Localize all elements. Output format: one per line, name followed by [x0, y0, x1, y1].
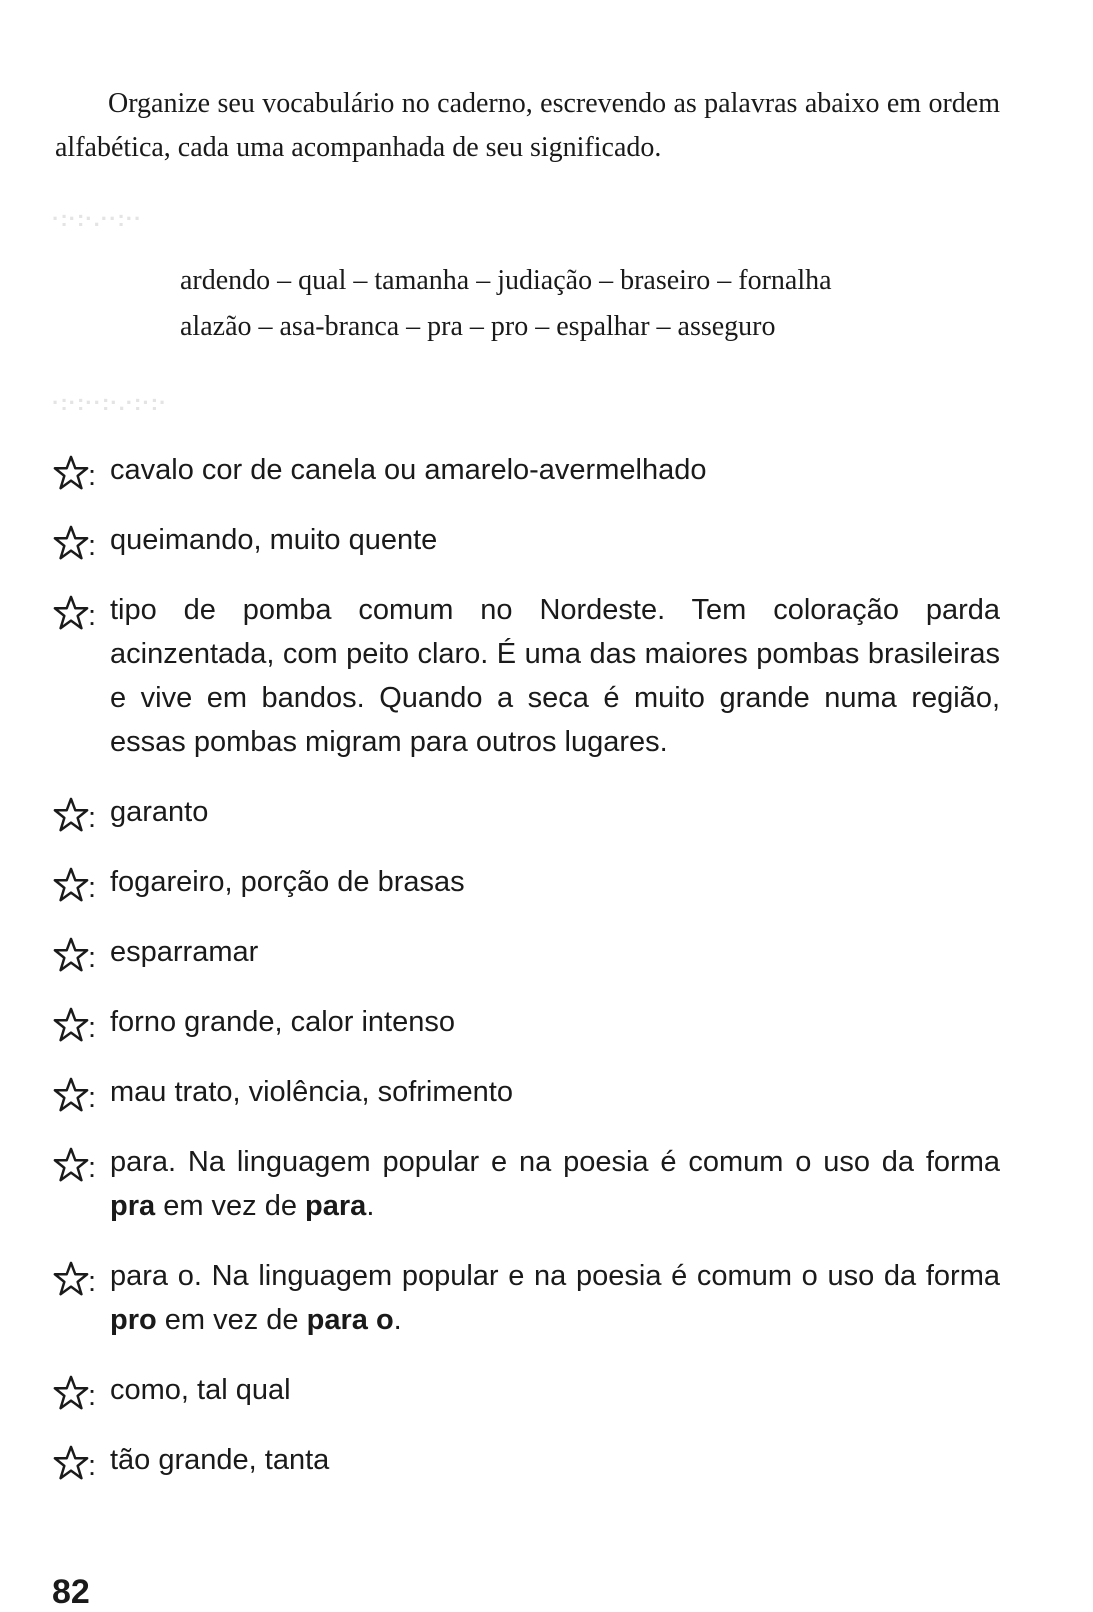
- definition-text: queimando, muito quente: [110, 524, 438, 556]
- bold-term: para o: [306, 1304, 394, 1336]
- definition-item: : como, tal qual: [52, 1368, 1000, 1412]
- definition-text: cavalo cor de canela ou amarelo-avermelhado: [110, 454, 707, 486]
- word-bank-line: ardendo – qual – tamanha – judiação – braseiro – fornalha: [180, 265, 832, 296]
- definition-text: forno grande, calor intenso: [110, 1006, 455, 1038]
- faded-heading-words: ·:·:·.··:··: [52, 206, 143, 231]
- definition-text: para. Na linguagem popular e na poesia é comum o uso da forma pra em vez de para.: [110, 1146, 1000, 1222]
- definition-text: tão grande, tanta: [110, 1444, 330, 1476]
- definition-item: : esparramar: [52, 930, 1000, 974]
- definition-item: : tão grande, tanta: [52, 1438, 1000, 1482]
- star-icon: [52, 866, 90, 904]
- definition-item: : fogareiro, porção de brasas: [52, 860, 1000, 904]
- star-icon: [52, 1444, 90, 1482]
- star-icon: [52, 1374, 90, 1412]
- definitions-list: [52, 448, 1000, 1508]
- definition-item: : garanto: [52, 790, 1000, 834]
- star-icon: [52, 1076, 90, 1114]
- star-icon: [52, 796, 90, 834]
- definition-text: como, tal qual: [110, 1374, 291, 1406]
- definition-item: : para. Na linguagem popular e na poesia é comum o uso da forma pra em vez de para.: [52, 1140, 1000, 1228]
- definition-item: : queimando, muito quente: [52, 518, 1000, 562]
- definition-text: mau trato, violência, sofrimento: [110, 1076, 513, 1108]
- definition-text: esparramar: [110, 936, 259, 968]
- faded-heading-meanings: ·:·:··:·.·:·:·: [52, 390, 168, 415]
- star-icon: [52, 454, 90, 492]
- word-bank: [180, 258, 832, 350]
- star-icon: [52, 594, 90, 632]
- definition-item: : cavalo cor de canela ou amarelo-avermelhado: [52, 448, 1000, 492]
- word-bank-line: alazão – asa-branca – pra – pro – espalhar – asseguro: [180, 311, 776, 342]
- star-icon: [52, 1146, 90, 1184]
- definition-item: : para o. Na linguagem popular e na poesia é comum o uso da forma pro em vez de para o.: [52, 1254, 1000, 1342]
- definition-text: tipo de pomba comum no Nordeste. Tem coloração parda acinzentada, com peito claro. É uma das maiores pombas brasileiras e vive em bandos. Quando a seca é muito grande numa região, essas pombas migram para outros lugares.: [110, 594, 1000, 758]
- definition-item: : forno grande, calor intenso: [52, 1000, 1000, 1044]
- star-icon: [52, 1260, 90, 1298]
- definition-item: : mau trato, violência, sofrimento: [52, 1070, 1000, 1114]
- bold-term: pra: [110, 1190, 156, 1222]
- definition-item: : tipo de pomba comum no Nordeste. Tem coloração parda acinzentada, com peito claro. É uma das maiores pombas brasileiras e vive em bandos. Quando a seca é muito grande numa região, essas pombas migram para outros lugares.: [52, 588, 1000, 764]
- instructions-paragraph: Organize seu vocabulário no caderno, escrevendo as palavras abaixo em ordem alfabética, cada uma acompanhada de seu significado.: [55, 88, 1000, 163]
- definition-text: para o. Na linguagem popular e na poesia é comum o uso da forma pro em vez de para o.: [110, 1260, 1000, 1336]
- definition-text: garanto: [110, 796, 209, 828]
- star-icon: [52, 524, 90, 562]
- definition-text: fogareiro, porção de brasas: [110, 866, 465, 898]
- star-icon: [52, 1006, 90, 1044]
- bold-term: pro: [110, 1304, 157, 1336]
- star-icon: [52, 936, 90, 974]
- page-number: 82: [52, 1573, 90, 1611]
- bold-term: para: [305, 1190, 367, 1222]
